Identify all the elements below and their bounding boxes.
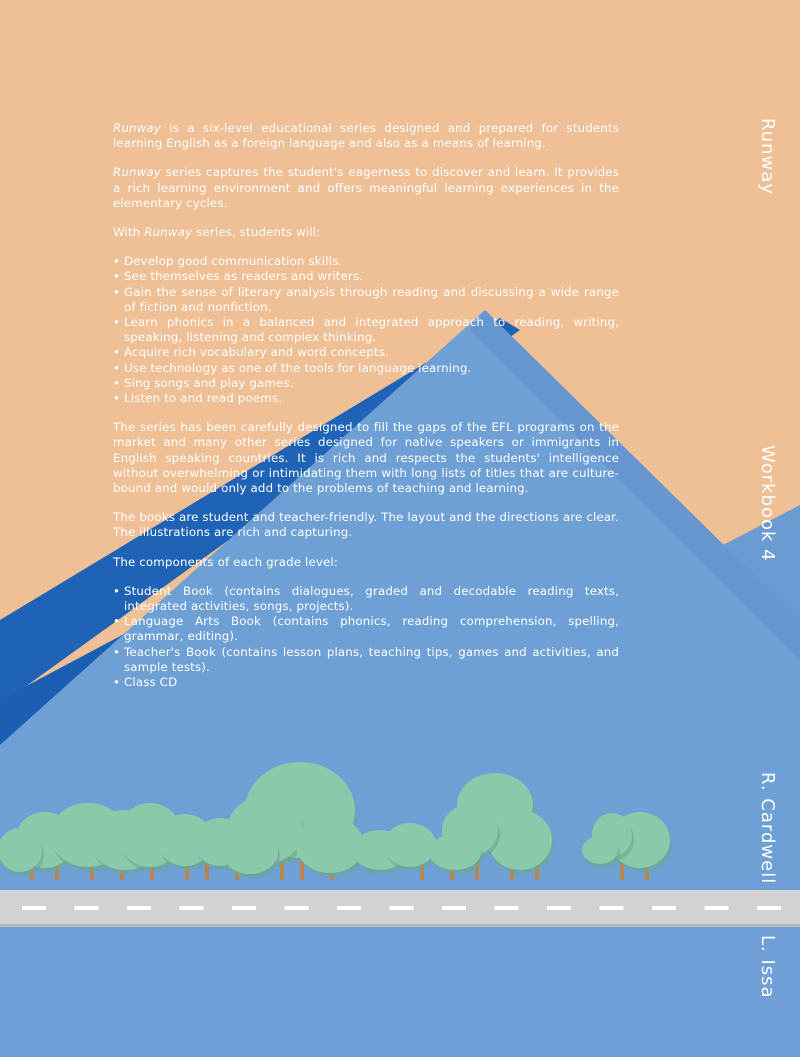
road-edge xyxy=(0,924,800,927)
road-dash xyxy=(337,906,361,910)
road-dash xyxy=(705,906,729,910)
spine-series-title: Runway xyxy=(757,118,778,195)
outcomes-list xyxy=(113,254,619,406)
road-dash xyxy=(75,906,99,910)
tree-foliage xyxy=(429,834,481,870)
road-dash xyxy=(495,906,519,910)
road-dash xyxy=(180,906,204,910)
list-item: • Use technology as one of the tools for language learning. xyxy=(113,361,619,376)
list-item: • Learn phonics in a balanced and integrated approach to reading, writing, speaking, listening and complex thinking. xyxy=(113,315,619,345)
road-dash xyxy=(127,906,151,910)
road-dash xyxy=(390,906,414,910)
road-dash xyxy=(600,906,624,910)
list-item: • Develop good communication skills. xyxy=(113,254,619,269)
list-item: • Listen to and read poems. xyxy=(113,391,619,406)
list-item: • See themselves as readers and writers. xyxy=(113,269,619,284)
road-dash xyxy=(22,906,46,910)
components-heading: The components of each grade level: xyxy=(113,554,338,569)
components-list xyxy=(113,584,619,690)
outcomes-intro: With Runway series, students will: xyxy=(113,225,321,240)
list-item: • Language Arts Book (contains phonics, reading comprehension, spelling, grammar, editing). xyxy=(113,614,619,644)
description-paragraph: Runway series captures the student's eagerness to discover and learn. It provides a rich learning environment and offers meaningful learning experiences in the elementary cycles. xyxy=(113,165,619,210)
list-item: • Acquire rich vocabulary and word concepts. xyxy=(113,345,619,360)
list-item: • Student Book (contains dialogues, graded and decodable reading texts, integrated activities, songs, projects). xyxy=(113,584,619,614)
road-dash xyxy=(285,906,309,910)
list-item: • Class CD xyxy=(113,675,619,690)
spine-level: Workbook 4 xyxy=(757,445,778,562)
road-markings xyxy=(22,906,781,910)
list-item: • Gain the sense of literary analysis through reading and discussing a wide range of fiction and nonfiction. xyxy=(113,285,619,315)
spine-author-1: R. Cardwell xyxy=(757,772,778,885)
tree-foliage xyxy=(222,830,278,874)
series-name: Runway xyxy=(113,165,161,180)
intro-paragraph: Runway is a six-level educational series designed and prepared for students learning English as a foreign language and also as a means of learning. xyxy=(113,121,619,151)
road-dash xyxy=(757,906,781,910)
series-name: Runway xyxy=(144,225,193,240)
design-paragraph: The series has been carefully designed to fill the gaps of the EFL programs on the market and many other series designed for native speakers or immigrants in English speaking countries. It is rich and respects the students' intelligence without overwhelming or intimidating them with long lists of titles that are culture-bound and would only add to the problems of teaching and learning. xyxy=(113,420,619,496)
road-dash xyxy=(652,906,676,910)
road-dash xyxy=(547,906,571,910)
friendly-paragraph: The books are student and teacher-friendly. The layout and the directions are clear. The illustrations are rich and capturing. xyxy=(113,510,619,540)
list-item: • Sing songs and play games. xyxy=(113,376,619,391)
road-dash xyxy=(442,906,466,910)
road-dash xyxy=(232,906,256,910)
tree-foliage xyxy=(582,836,618,864)
spine-author-2: L. Issa xyxy=(757,935,778,999)
list-item: • Teacher's Book (contains lesson plans, teaching tips, games and activities, and sample tests). xyxy=(113,645,619,675)
tree-foliage xyxy=(0,828,42,872)
back-cover-blurb xyxy=(113,121,619,704)
series-name: Runway xyxy=(113,121,161,135)
tree-foliage xyxy=(384,823,436,867)
